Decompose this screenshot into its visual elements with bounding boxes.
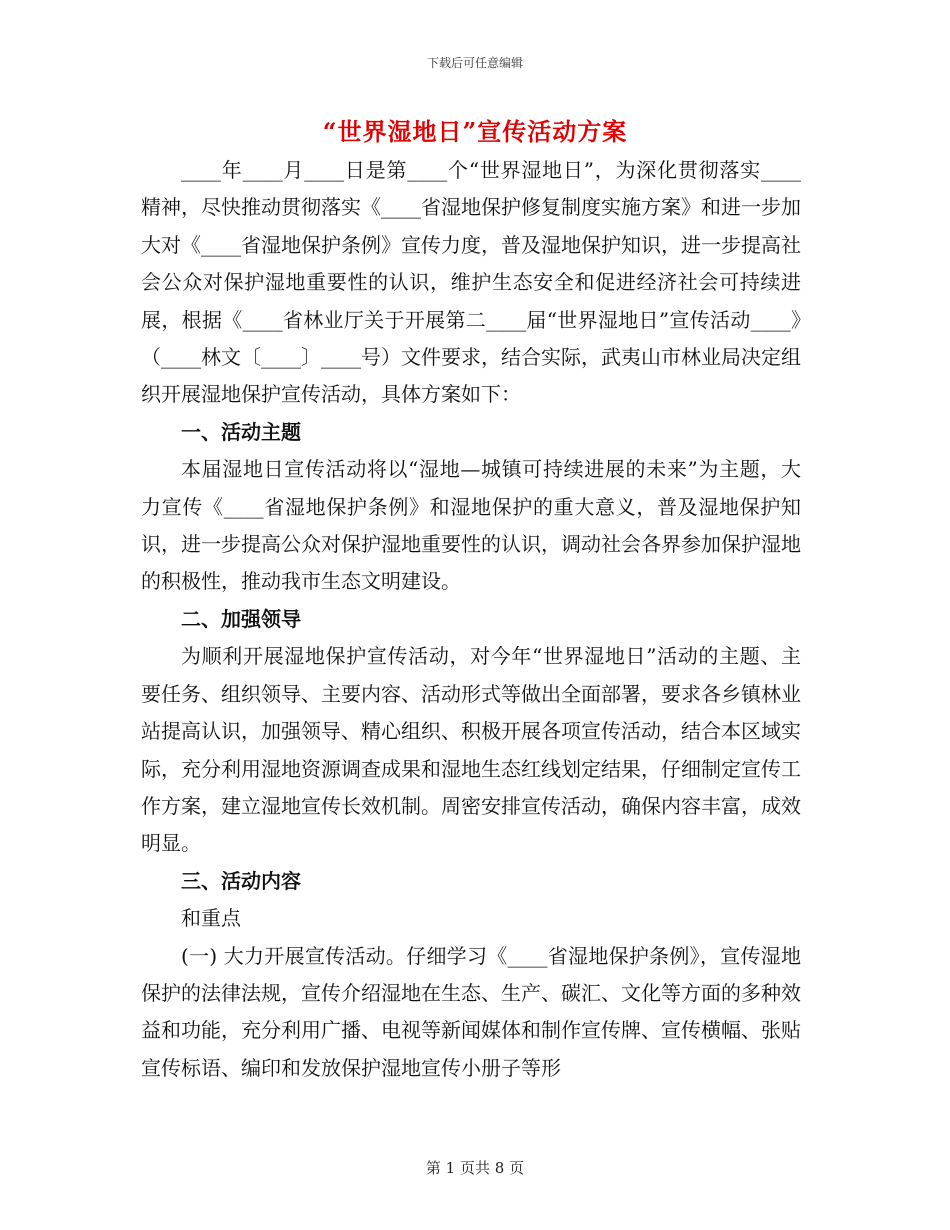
section-heading-theme: 一、活动主题 [181,419,301,444]
document-body [141,152,801,1087]
section-content-subheading: 和重点 [181,906,241,931]
intro-paragraph: ____年____月____日是第____个“世界湿地日”，为深化贯彻落实____精神，尽快推动贯彻落实《____省湿地保护修复制度实施方案》和进一步加大对《____省湿地保护条例》宣传力度，普及湿地保护知识，进一步提高社会公众对保护湿地重要性的认识，维护生态安全和促进经济社会可持续进展，根据《____省林业厅关于开展第二____届“世界湿地日”宣传活动____》（____林文〔____〕____号）文件要求，结合实际，武夷山市林业局决定组织开展湿地保护宣传活动，具体方案如下： [141,158,801,407]
section-leadership-paragraph: 为顺利开展湿地保护宣传活动，对今年“世界湿地日”活动的主题、主要任务、组织领导、主要内容、活动形式等做出全面部署，要求各乡镇林业站提高认识，加强领导、精心组织、积极开展各项宣传活动，结合本区域实际，充分利用湿地资源调查成果和湿地生态红线划定结果，仔细制定宣传工作方案，建立湿地宣传长效机制。周密安排宣传活动，确保内容丰富，成效明显。 [141,644,801,856]
section-heading-content: 三、活动内容 [181,868,301,893]
section-content-item-1: (一) 大力开展宣传活动。仔细学习《____省湿地保护条例》，宣传湿地保护的法律法规，宣传介绍湿地在生态、生产、碳汇、文化等方面的多种效益和功能，充分利用广播、电视等新闻媒体和制作宣传牌、宣传横幅、张贴宣传标语、编印和发放保护湿地宣传小册子等形 [141,943,801,1080]
page-number: 第 1 页共 8 页 [425,1159,525,1177]
section-theme-paragraph: 本届湿地日宣传活动将以“湿地—城镇可持续进展的未来”为主题，大力宣传《____省湿地保护条例》和湿地保护的重大意义，普及湿地保护知识，进一步提高公众对保护湿地重要性的认识，调动社会各界参加保护湿地的积极性，推动我市生态文明建设。 [141,457,801,594]
document-title: “世界湿地日”宣传活动方案 [322,117,628,146]
section-heading-leadership: 二、加强领导 [181,606,301,631]
page-header-note: 下载后可任意编辑 [426,56,523,70]
